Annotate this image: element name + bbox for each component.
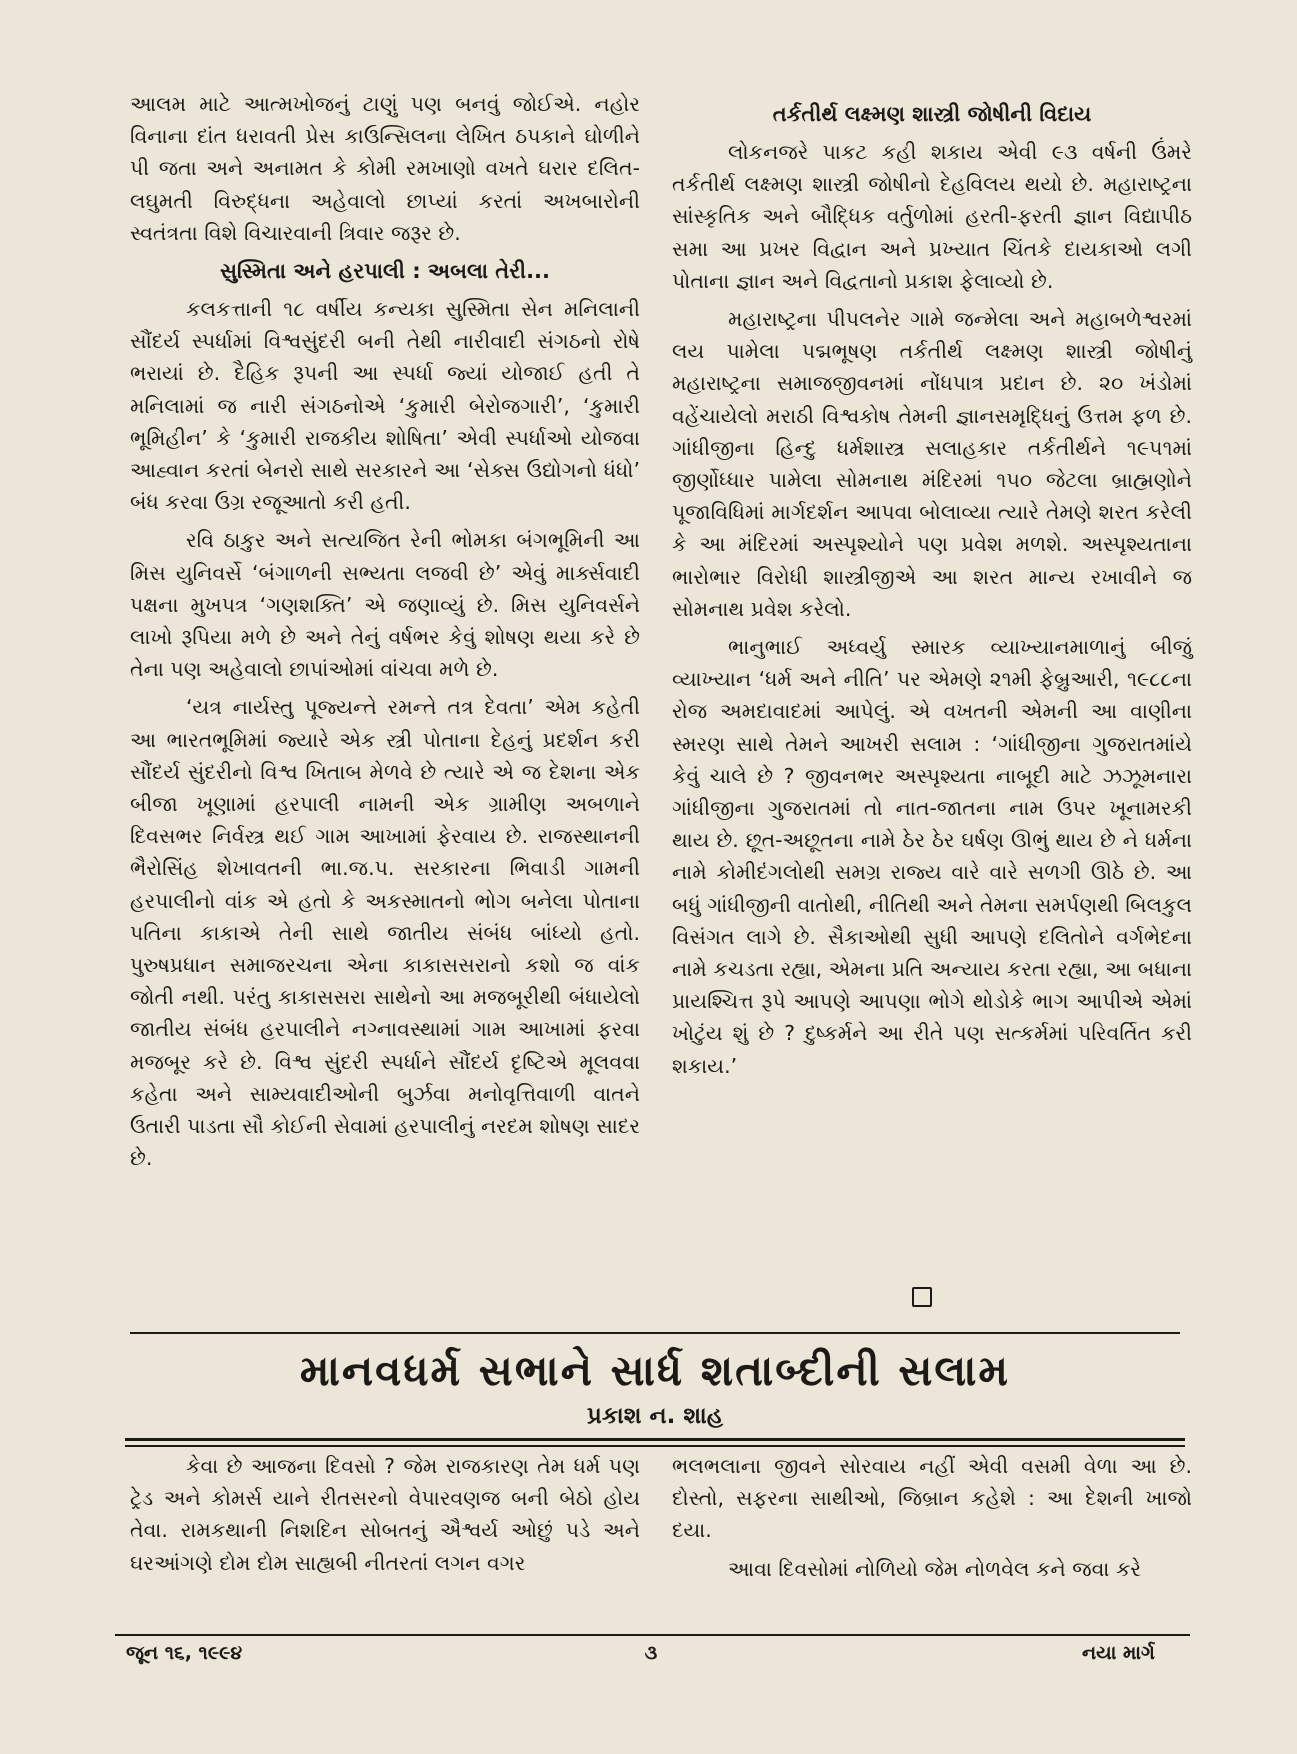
left-paragraph-2: કલકત્તાની ૧૮ વર્ષીય કન્યકા સુસ્મિતા સેન મનિલાની સૌંદર્ય સ્પર્ધામાં વિશ્વસુંદરી બની તેથી નારીવાદી સંગઠનો રોષે ભરાયાં છે. દૈહિક રૂપની આ સ્પર્ધા જ્યાં યોજાઈ હતી તે મનિલામાં જ નારી સંગઠનોએ ‘કુમારી બેરોજગારી’, ‘કુમારી ભૂમિહીન’ કે ‘કુમારી રાજકીય શોષિતા’ એવી સ્પર્ધાઓ યોજવા આહ્વાન કરતાં બેનરો સાથે સરકારને આ ‘સેક્સ ઉદ્યોગનો ધંધો’ બંધ કરવા ઉગ્ર રજૂઆતો કરી હતી. (130, 297, 640, 515)
right-paragraph-1: લોકનજરે પાકટ કહી શકાય એવી ૯૩ વર્ષની ઉંમરે તર્કતીર્થ લક્ષ્મણ શાસ્ત્રી જોષીનો દેહવિલય થયો છે. મહારાષ્ટ્રના સાંસ્કૃતિક અને બૌદ્ધિક વર્તુળોમાં હરતી-ફરતી જ્ઞાન વિદ્યાપીઠ સમા આ પ્રખર વિદ્વાન અને પ્રખ્યાત ચિંતકે દાયકાઓ લગી પોતાના જ્ઞાન અને વિદ્વતાનો પ્રકાશ ફેલાવ્યો છે. (672, 140, 1192, 293)
article-right-paragraph-1: ભલભલાના જીવને સોરવાય નહીં એવી વસમી વેળા આ છે. દોસ્તો, સફરના સાથીઓ, જિબ્રાન કહેશે : આ દેશની ખાજો દયા. (672, 1454, 1192, 1543)
right-paragraph-2: મહારાષ્ટ્રના પીપલનેર ગામે જન્મેલા અને મહાબળેશ્વરમાં લય પામેલા પદ્મભૂષણ તર્કતીર્થ લક્ષ્મણ શાસ્ત્રી જોષીનું મહારાષ્ટ્રના સમાજજીવનમાં નોંધપાત્ર પ્રદાન છે. ૨૦ ખંડોમાં વહેંચાયેલો મરાઠી વિશ્વકોષ તેમની જ્ઞાનસમૃદ્ધિનું ઉત્તમ ફળ છે. ગાંધીજીના હિન્દુ ધર્મશાસ્ત્ર સલાહકાર તર્કતીર્થને ૧૯૫૧માં જીર્ણોધ્ધાર પામેલા સોમનાથ મંદિરમાં ૧૫૦ જેટલા બ્રાહ્મણોને પૂજાવિધિમાં માર્ગદર્શન આપવા બોલાવ્યા ત્યારે તેમણે શરત કરેલી કે આ મંદિરમાં અસ્પૃશ્યોને પણ પ્રવેશ મળશે. અસ્પૃશ્યતાના ભારોભાર વિરોધી શાસ્ત્રીજીએ આ શરત માન્ય રખાવીને જ સોમનાથ પ્રવેશ કરેલો. (672, 307, 1192, 621)
footer-page-number: ૩ (644, 1642, 658, 1664)
left-subheading: સુસ્મિતા અને હરપાલી : અબલા તેરી... (220, 259, 550, 284)
article-left-column (130, 1450, 640, 1585)
left-paragraph-3: રવિ ઠાકુર અને સત્યજિત રેની ભોમકા બંગભૂમિની આ મિસ યુનિવર્સે ‘બંગાળની સભ્યતા લજવી છે’ એવું માર્ક્સવાદી પક્ષના મુખપત્ર ‘ગણશક્તિ’ એ જણાવ્યું છે. મિસ યુનિવર્સને લાખો રૂપિયા મળે છે અને તેનું વર્ષભર કેવું શોષણ થયા કરે છે તેના પણ અહેવાલો છાપાંઓમાં વાંચવા મળે છે. (130, 528, 640, 682)
left-column (130, 88, 640, 1181)
article-right-paragraph-2: આવા દિવસોમાં નોળિયો જેમ નોળવેલ કને જવા કરે (728, 1556, 1142, 1581)
article-author: પ્રકાશ ન. શાહ (586, 1403, 724, 1429)
left-paragraph-1: આલમ માટે આત્મખોજનું ટાણું પણ બનવું જોઈએ. નહોર વિનાના દાંત ધરાવતી પ્રેસ કાઉન્સિલના લેખિત ઠપકાને ઘોળીને પી જતા અને અનામત કે કોમી રમખાણો વખતે ઘરાર દલિત-લઘુમતી વિરુદ્ધના અહેવાલો છાપ્યાં કરતાં અખબારોની સ્વતંત્રતા વિશે વિચારવાની ત્રિવાર જરૂર છે. (130, 92, 640, 245)
right-subheading: તર્કતીર્થ લક્ષ્મણ શાસ્ત્રી જોષીની વિદાય (772, 102, 1092, 126)
article-right-column (672, 1450, 1192, 1591)
article-left-paragraph-1: કેવા છે આજના દિવસો ? જેમ રાજકારણ તેમ ધર્મ પણ ટ્રેડ અને કોમર્સ યાને રીતસરનો વેપારવણજ બની બેઠો હોય તેવા. રામકથાની નિશદિન સોબતનું ઐશ્વર્ય ઓછું પડે અને ઘરઆંગણે દોમ દોમ સાહ્યબી નીતરતાં લગન વગર (130, 1454, 640, 1575)
divider-top (130, 1332, 1180, 1334)
footer-divider (115, 1634, 1190, 1636)
left-paragraph-4: ‘યત્ર નાર્યસ્તુ પૂજ્યન્તે રમન્તે તત્ર દેવતા’ એમ કહેતી આ ભારતભૂમિમાં જ્યારે એક સ્ત્રી પોતાના દેહનું પ્રદર્શન કરી સૌંદર્ય સુંદરીનો વિશ્વ ખિતાબ મેળવે છે ત્યારે એ જ દેશના એક બીજા ખૂણામાં હરપાલી નામની એક ગ્રામીણ અબળાને દિવસભર નિર્વસ્ત્ર થઈ ગામ આખામાં ફેરવાય છે. રાજસ્થાનની ભૈરોસિંહ શેખાવતની ભા.જ.પ. સરકારના ભિવાડી ગામની હરપાલીનો વાંક એ હતો કે અકસ્માતનો ભોગ બનેલા પોતાના પતિના કાકાએ તેની સાથે જાતીય સંબંધ બાંધ્યો હતો. પુરુષપ્રધાન સમાજરચના એના કાકાસસરાનો કશો જ વાંક જોતી નથી. પરંતુ કાકાસસરા સાથેનો આ મજબૂરીથી બંધાયેલો જાતીય સંબંધ હરપાલીને નગ્નાવસ્થામાં ગામ આખામાં ફરવા મજબૂર કરે છે. વિશ્વ સુંદરી સ્પર્ધાને સૌંદર્ય દૃષ્ટિએ મૂલવવા કહેતા અને સામ્યવાદીઓની બુર્ઝવા મનોવૃત્તિવાળી વાતને ઉતારી પાડતા સૌ કોઈની સેવામાં હરપાલીનું નરદમ શોષણ સાદર છે. (130, 695, 640, 1171)
divider-double-thick (125, 1438, 1185, 1441)
end-of-article-box-icon (912, 1287, 932, 1307)
footer-date: જૂન ૧૬, ૧૯૯૪ (126, 1642, 243, 1664)
footer-magazine-name: નયા માર્ગ (1082, 1642, 1155, 1664)
article-title: માનવધર્મ સભાને સાર્ધ શતાબ્દીની સલામ (299, 1346, 1011, 1395)
divider-double-thin (125, 1445, 1185, 1447)
right-column (672, 96, 1192, 1088)
right-paragraph-3: ભાનુભાઈ અધ્વર્યુ સ્મારક વ્યાખ્યાનમાળાનું બીજું વ્યાખ્યાન ‘ધર્મ અને નીતિ’ પર એમણે ૨૧મી ફેબ્રુઆરી, ૧૯૮૮ના રોજ અમદાવાદમાં આપેલું. એ વખતની એમની આ વાણીના સ્મરણ સાથે તેમને આખરી સલામ : ‘ગાંધીજીના ગુજરાતમાંયે કેવું ચાલે છે ? જીવનભર અસ્પૃશ્યતા નાબૂદી માટે ઝઝૂમનારા ગાંધીજીના ગુજરાતમાં તો નાત-જાતના નામ ઉપર ખૂનામરકી થાય છે. છૂત-અછૂતના નામે ઠેર ઠેર ઘર્ષણ ઊભું થાય છે ને ધર્મના નામે કોમીદંગલોથી સમગ્ર રાજ્ય વારે વારે સળગી ઊઠે છે. આ બધું ગાંધીજીની વાતોથી, નીતિથી અને તેમના સમર્પણથી બિલકુલ વિસંગત લાગે છે. સૈકાઓથી સુધી આપણે દલિતોને વર્ગભેદના નામે કચડતા રહ્યા, એમના પ્રતિ અન્યાય કરતા રહ્યા, આ બધાના પ્રાયશ્ચિત્ત રૂપે આપણે આપણા ભોગે થોડોકે ભાગ આપીએ એમાં ખોટુંય શું છે ? દુષ્કર્મને આ રીતે પણ સત્કર્મમાં પરિવર્તિત કરી શકાય.’ (672, 635, 1192, 1078)
